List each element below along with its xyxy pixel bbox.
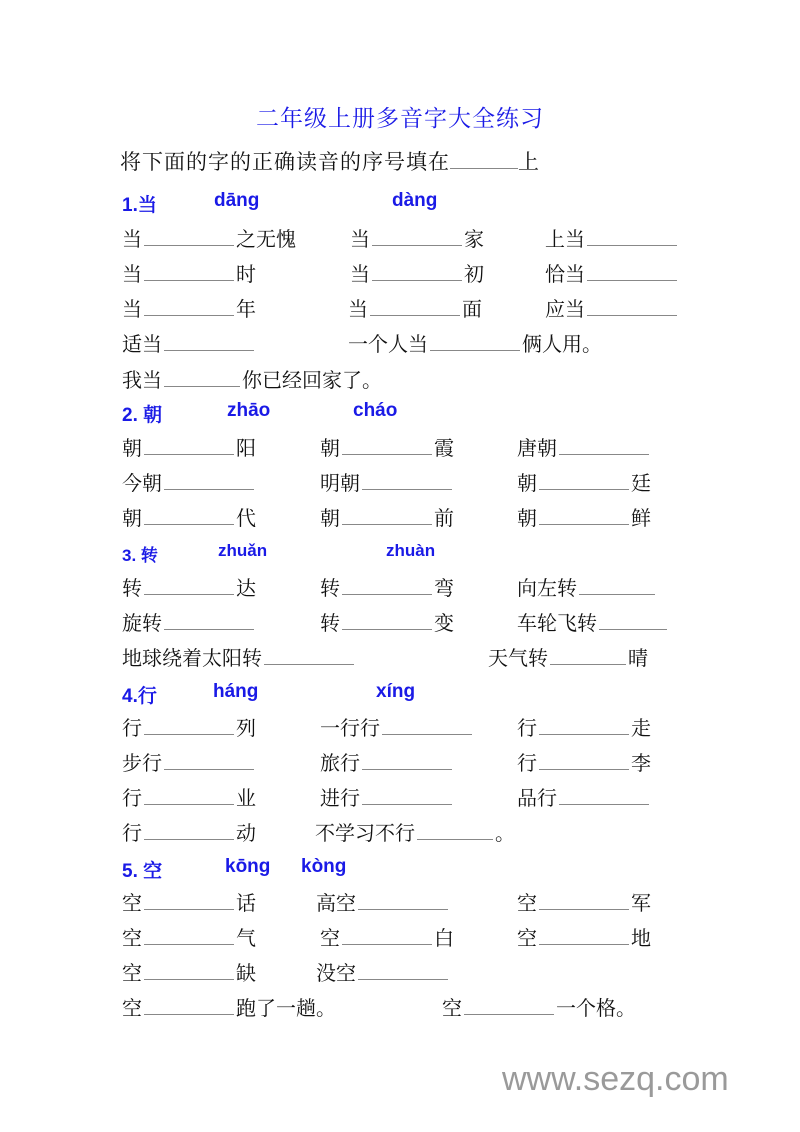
pinyin-option: kōng [225,856,271,877]
answer-blank[interactable] [144,784,234,805]
answer-blank[interactable] [144,260,234,281]
answer-blank[interactable] [450,150,518,169]
exercise-item: 空 气 [122,926,256,950]
exercise-item: 当 时 [122,262,256,286]
instruction-text: 将下面的字的正确读音的序号填在 [120,150,450,174]
exercise-item: 朝 霞 [320,436,454,460]
watermark: www.sezq.com [502,1060,729,1098]
exercise-item: 空 军 [517,891,651,915]
exercise-item: 地球绕着太阳转 [122,644,356,670]
section-label: 4.行 [122,686,157,707]
exercise-item: 车轮飞转 [517,609,669,635]
answer-blank[interactable] [164,366,240,387]
exercise-item: 旅行 [320,749,454,775]
exercise-item: 行 走 [517,716,651,740]
answer-blank[interactable] [144,295,234,316]
answer-blank[interactable] [550,644,626,665]
exercise-item: 一行行 [320,714,474,740]
answer-blank[interactable] [144,504,234,525]
answer-blank[interactable] [164,469,254,490]
answer-blank[interactable] [599,609,667,630]
exercise-item: 转 达 [122,576,256,600]
answer-blank[interactable] [164,330,254,351]
exercise-item: 我当 你已经回家了。 [122,368,382,392]
answer-blank[interactable] [358,889,448,910]
answer-blank[interactable] [539,504,629,525]
answer-blank[interactable] [559,784,649,805]
exercise-item: 今朝 [122,469,256,495]
exercise-item: 行 李 [517,751,651,775]
exercise-item: 转 弯 [320,576,454,600]
answer-blank[interactable] [559,434,649,455]
answer-blank[interactable] [372,260,462,281]
answer-blank[interactable] [362,469,452,490]
exercise-item: 当 面 [348,297,482,321]
exercise-item: 行 业 [122,786,256,810]
exercise-item: 品行 [517,784,651,810]
exercise-item: 当 家 [350,227,484,251]
answer-blank[interactable] [264,644,354,665]
answer-blank[interactable] [539,749,629,770]
exercise-item: 当 年 [122,297,256,321]
exercise-item: 不学习不行 。 [315,821,515,845]
exercise-item: 行 动 [122,821,256,845]
exercise-item: 空 缺 [122,961,256,985]
answer-blank[interactable] [362,749,452,770]
exercise-item: 高空 [316,889,450,915]
exercise-item: 旋转 [122,609,256,635]
answer-blank[interactable] [144,994,234,1015]
answer-blank[interactable] [144,574,234,595]
answer-blank[interactable] [539,714,629,735]
pinyin-option: kòng [301,856,347,877]
answer-blank[interactable] [164,609,254,630]
exercise-item: 朝 廷 [517,471,651,495]
exercise-item: 朝 代 [122,506,256,530]
exercise-item: 空 话 [122,891,256,915]
answer-blank[interactable] [144,434,234,455]
exercise-item: 没空 [316,959,450,985]
section-label: 2. 朝 [122,405,163,426]
answer-blank[interactable] [579,574,655,595]
exercise-item: 行 列 [122,716,256,740]
answer-blank[interactable] [164,749,254,770]
exercise-item: 步行 [122,749,256,775]
answer-blank[interactable] [587,225,677,246]
answer-blank[interactable] [342,434,432,455]
exercise-item: 一个人当 俩人用。 [348,332,602,356]
pinyin-option: zhāo [227,400,271,421]
answer-blank[interactable] [464,994,554,1015]
pinyin-option: zhuǎn [218,541,268,560]
exercise-item: 明朝 [320,469,454,495]
pinyin-option: dāng [214,190,260,211]
answer-blank[interactable] [587,260,677,281]
exercise-item: 朝 阳 [122,436,256,460]
exercise-item: 转 变 [320,611,454,635]
exercise-item: 向左转 [517,574,657,600]
answer-blank[interactable] [144,225,234,246]
exercise-item: 唐朝 [517,434,651,460]
exercise-item: 空 白 [320,926,454,950]
answer-blank[interactable] [144,924,234,945]
pinyin-option: cháo [353,400,398,421]
instruction-suffix: 上 [518,150,540,174]
answer-blank[interactable] [587,295,677,316]
page-title: 二年级上册多音字大全练习 [256,106,544,132]
answer-blank[interactable] [342,504,432,525]
exercise-item: 当 之无愧 [122,227,296,251]
pinyin-option: háng [213,681,259,702]
answer-blank[interactable] [144,819,234,840]
exercise-item: 天气转 晴 [488,646,648,670]
answer-blank[interactable] [362,784,452,805]
exercise-item: 上当 [545,225,679,251]
answer-blank[interactable] [430,330,520,351]
exercise-item: 空 一个格。 [442,996,636,1020]
answer-blank[interactable] [417,819,493,840]
section-label: 1.当 [122,195,157,216]
exercise-item: 朝 鲜 [517,506,651,530]
exercise-item: 当 初 [350,262,484,286]
exercise-item: 恰当 [545,260,679,286]
answer-blank[interactable] [342,924,432,945]
answer-blank[interactable] [144,714,234,735]
exercise-item: 适当 [122,330,256,356]
exercise-item: 朝 前 [320,506,454,530]
pinyin-option: dàng [392,190,438,211]
pinyin-option: xíng [376,681,416,702]
answer-blank[interactable] [144,889,234,910]
exercise-item: 空 跑了一趟。 [122,996,336,1020]
answer-blank[interactable] [382,714,472,735]
answer-blank[interactable] [539,469,629,490]
exercise-item: 进行 [320,784,454,810]
section-label: 3. 转 [122,546,158,565]
exercise-item: 应当 [545,295,679,321]
section-label: 5. 空 [122,861,163,882]
answer-blank[interactable] [144,959,234,980]
pinyin-option: zhuàn [386,541,436,560]
answer-blank[interactable] [358,959,448,980]
answer-blank[interactable] [342,609,432,630]
exercise-item: 空 地 [517,926,651,950]
answer-blank[interactable] [342,574,432,595]
answer-blank[interactable] [370,295,460,316]
answer-blank[interactable] [539,889,629,910]
answer-blank[interactable] [539,924,629,945]
answer-blank[interactable] [372,225,462,246]
instruction [120,146,540,176]
